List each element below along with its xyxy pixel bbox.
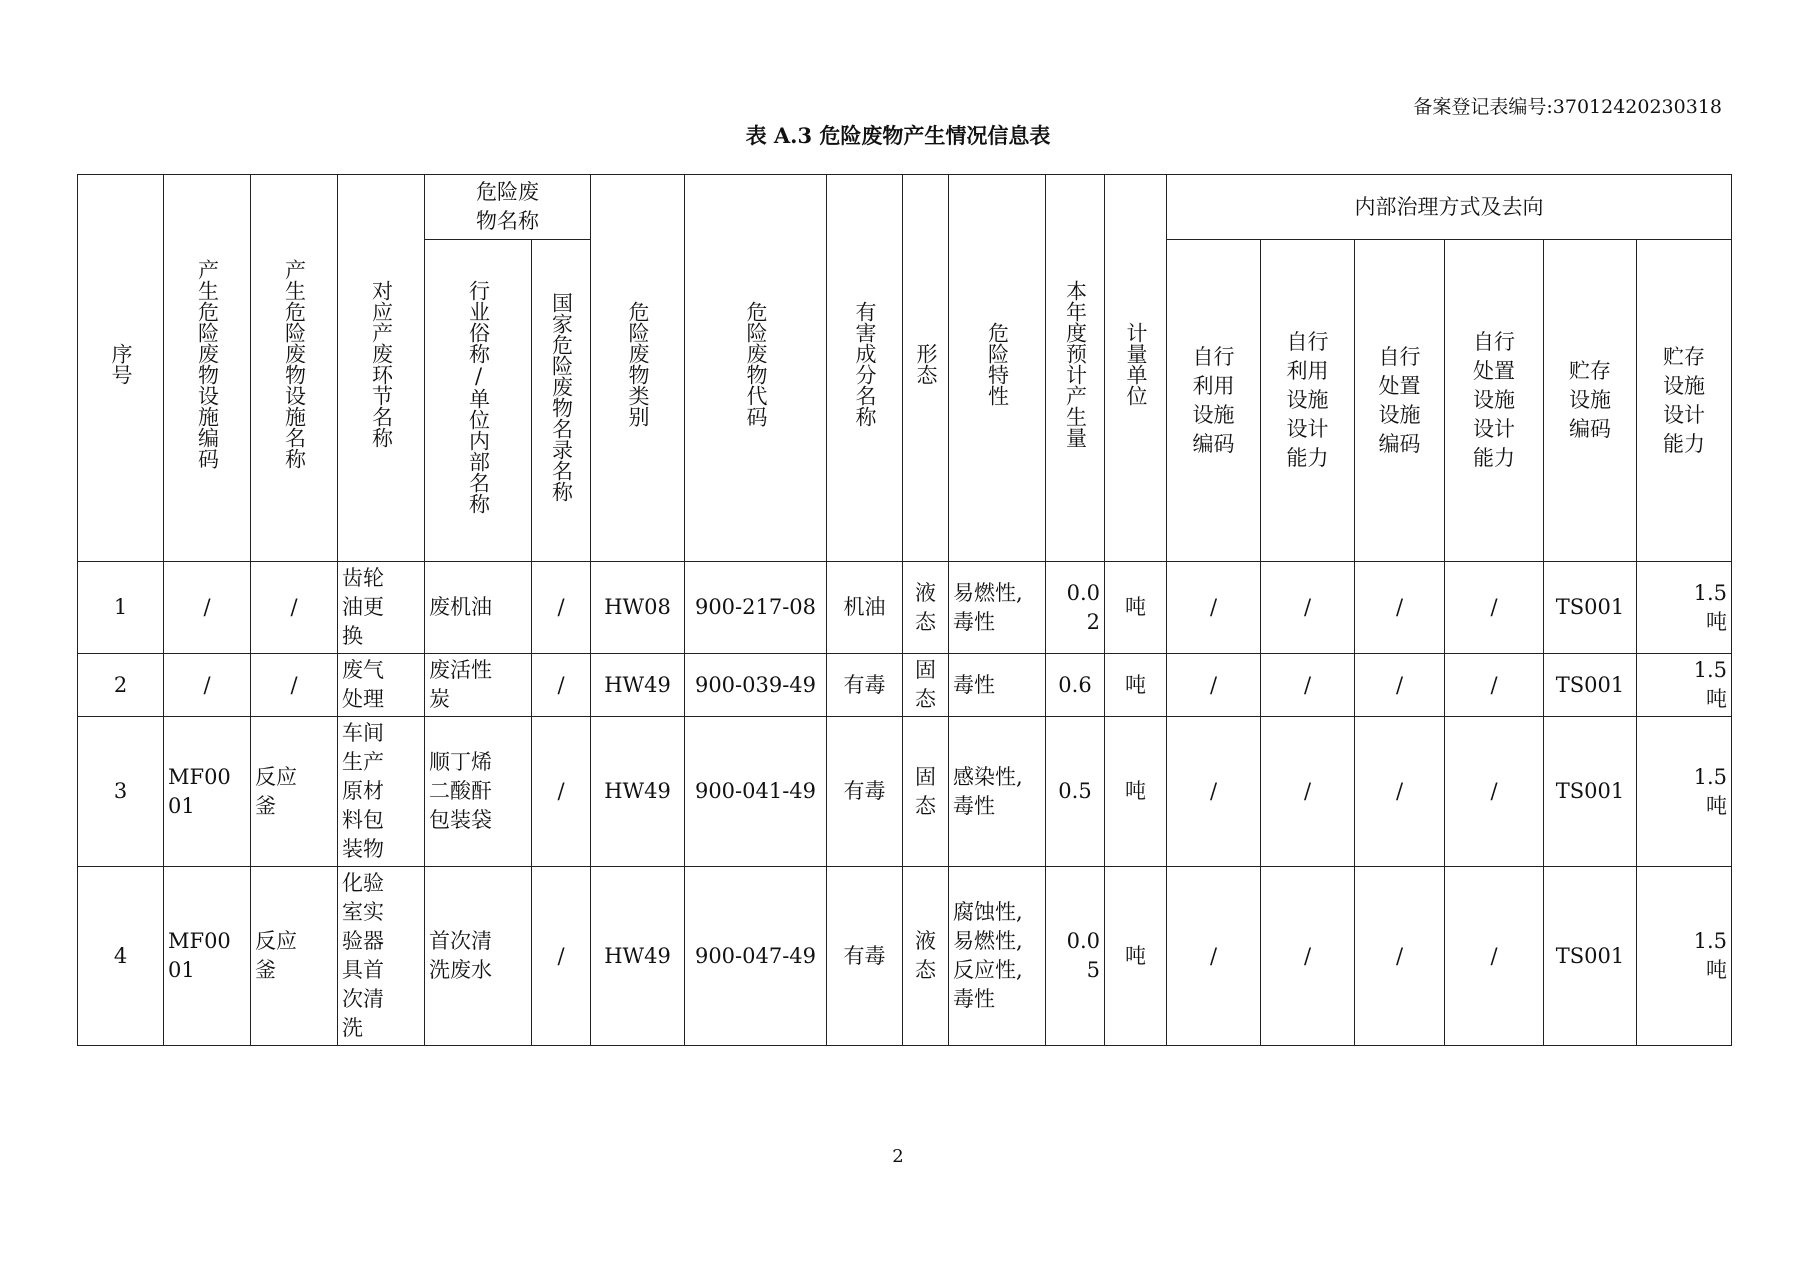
- header-waste-name-group: 危险废物名称: [425, 175, 591, 240]
- cell-property: 感染性, 毒性: [949, 717, 1046, 867]
- cell-unit: 吨: [1105, 867, 1167, 1046]
- cell-national-name: /: [532, 562, 591, 654]
- cell-seq: 1: [78, 562, 164, 654]
- cell-form: 固 态: [903, 654, 949, 717]
- cell-self-use-cap: /: [1261, 562, 1355, 654]
- cell-facility-name: 反应 釜: [251, 717, 338, 867]
- cell-process: 废气 处理: [338, 654, 425, 717]
- header-storage-code: 贮存 设施 编码: [1544, 240, 1637, 562]
- header-facility-name: 产生危险废物设施名称: [251, 175, 338, 562]
- cell-category: HW49: [591, 717, 685, 867]
- cell-facility-code: /: [164, 654, 251, 717]
- header-seq: 序号: [78, 175, 164, 562]
- cell-amount: 0.5: [1046, 717, 1105, 867]
- cell-self-use-cap: /: [1261, 717, 1355, 867]
- header-amount: 本年度预计产生量: [1046, 175, 1105, 562]
- cell-self-dispose-cap: /: [1445, 717, 1544, 867]
- header-self-dispose-cap: 自行 处置 设施 设计 能力: [1445, 240, 1544, 562]
- cell-facility-name: /: [251, 654, 338, 717]
- cell-self-dispose-cap: /: [1445, 867, 1544, 1046]
- header-property: 危险特性: [949, 175, 1046, 562]
- header-harmful: 有害成分名称: [827, 175, 903, 562]
- cell-self-dispose-code: /: [1355, 867, 1445, 1046]
- cell-form: 固 态: [903, 717, 949, 867]
- cell-code: 900-039-49: [685, 654, 827, 717]
- header-form: 形态: [903, 175, 949, 562]
- cell-process: 车间 生产 原材 料包 装物: [338, 717, 425, 867]
- cell-common-name: 废机油: [425, 562, 532, 654]
- header-code: 危险废物代码: [685, 175, 827, 562]
- cell-seq: 4: [78, 867, 164, 1046]
- cell-code: 900-217-08: [685, 562, 827, 654]
- cell-self-use-cap: /: [1261, 867, 1355, 1046]
- table-row: [78, 867, 1732, 1046]
- header-facility-code: 产生危险废物设施编码: [164, 175, 251, 562]
- cell-storage-code: TS001: [1544, 562, 1637, 654]
- hazardous-waste-table: [77, 174, 1732, 1046]
- cell-unit: 吨: [1105, 654, 1167, 717]
- cell-storage-cap: 1.5 吨: [1637, 717, 1732, 867]
- cell-national-name: /: [532, 654, 591, 717]
- cell-process: 齿轮 油更 换: [338, 562, 425, 654]
- header-treatment-group: 内部治理方式及去向: [1167, 175, 1732, 240]
- header-self-dispose-code: 自行 处置 设施 编码: [1355, 240, 1445, 562]
- cell-self-use-cap: /: [1261, 654, 1355, 717]
- cell-property: 毒性: [949, 654, 1046, 717]
- header-category: 危险废物类别: [591, 175, 685, 562]
- header-common-name: 行业俗称/单位内部名称: [425, 240, 532, 562]
- cell-category: HW49: [591, 867, 685, 1046]
- header-unit: 计量单位: [1105, 175, 1167, 562]
- cell-amount: 0.6: [1046, 654, 1105, 717]
- cell-harmful: 有毒: [827, 654, 903, 717]
- table-row: [78, 654, 1732, 717]
- cell-storage-code: TS001: [1544, 654, 1637, 717]
- cell-common-name: 废活性 炭: [425, 654, 532, 717]
- cell-form: 液 态: [903, 867, 949, 1046]
- cell-national-name: /: [532, 867, 591, 1046]
- header-self-use-code: 自行 利用 设施 编码: [1167, 240, 1261, 562]
- cell-amount: 0.0 2: [1046, 562, 1105, 654]
- cell-self-use-code: /: [1167, 562, 1261, 654]
- registration-number: 备案登记表编号:37012420230318: [1413, 96, 1722, 118]
- header-process: 对应产废环节名称: [338, 175, 425, 562]
- cell-self-use-code: /: [1167, 867, 1261, 1046]
- cell-self-dispose-code: /: [1355, 654, 1445, 717]
- cell-harmful: 有毒: [827, 717, 903, 867]
- cell-self-dispose-code: /: [1355, 717, 1445, 867]
- cell-facility-code: /: [164, 562, 251, 654]
- cell-code: 900-047-49: [685, 867, 827, 1046]
- table-row: [78, 717, 1732, 867]
- cell-facility-name: /: [251, 562, 338, 654]
- cell-common-name: 首次清 洗废水: [425, 867, 532, 1046]
- cell-storage-code: TS001: [1544, 717, 1637, 867]
- header-national-name: 国家危险废物名录名称: [532, 240, 591, 562]
- cell-storage-cap: 1.5 吨: [1637, 562, 1732, 654]
- cell-facility-code: MF00 01: [164, 867, 251, 1046]
- cell-harmful: 有毒: [827, 867, 903, 1046]
- table-row: [78, 562, 1732, 654]
- header-self-use-cap: 自行 利用 设施 设计 能力: [1261, 240, 1355, 562]
- header-storage-cap: 贮存 设施 设计 能力: [1637, 240, 1732, 562]
- cell-self-use-code: /: [1167, 654, 1261, 717]
- cell-property: 腐蚀性, 易燃性, 反应性, 毒性: [949, 867, 1046, 1046]
- cell-self-dispose-code: /: [1355, 562, 1445, 654]
- cell-unit: 吨: [1105, 562, 1167, 654]
- cell-harmful: 机油: [827, 562, 903, 654]
- table-title: 表 A.3 危险废物产生情况信息表: [745, 123, 1051, 148]
- cell-process: 化验 室实 验器 具首 次清 洗: [338, 867, 425, 1046]
- page-number: 2: [892, 1146, 904, 1167]
- cell-form: 液 态: [903, 562, 949, 654]
- cell-code: 900-041-49: [685, 717, 827, 867]
- cell-self-use-code: /: [1167, 717, 1261, 867]
- cell-amount: 0.0 5: [1046, 867, 1105, 1046]
- cell-unit: 吨: [1105, 717, 1167, 867]
- cell-facility-name: 反应 釜: [251, 867, 338, 1046]
- cell-storage-cap: 1.5 吨: [1637, 654, 1732, 717]
- cell-category: HW49: [591, 654, 685, 717]
- cell-storage-cap: 1.5 吨: [1637, 867, 1732, 1046]
- cell-seq: 3: [78, 717, 164, 867]
- cell-common-name: 顺丁烯 二酸酐 包装袋: [425, 717, 532, 867]
- cell-national-name: /: [532, 717, 591, 867]
- cell-self-dispose-cap: /: [1445, 562, 1544, 654]
- cell-storage-code: TS001: [1544, 867, 1637, 1046]
- cell-facility-code: MF00 01: [164, 717, 251, 867]
- cell-seq: 2: [78, 654, 164, 717]
- cell-property: 易燃性, 毒性: [949, 562, 1046, 654]
- cell-self-dispose-cap: /: [1445, 654, 1544, 717]
- cell-category: HW08: [591, 562, 685, 654]
